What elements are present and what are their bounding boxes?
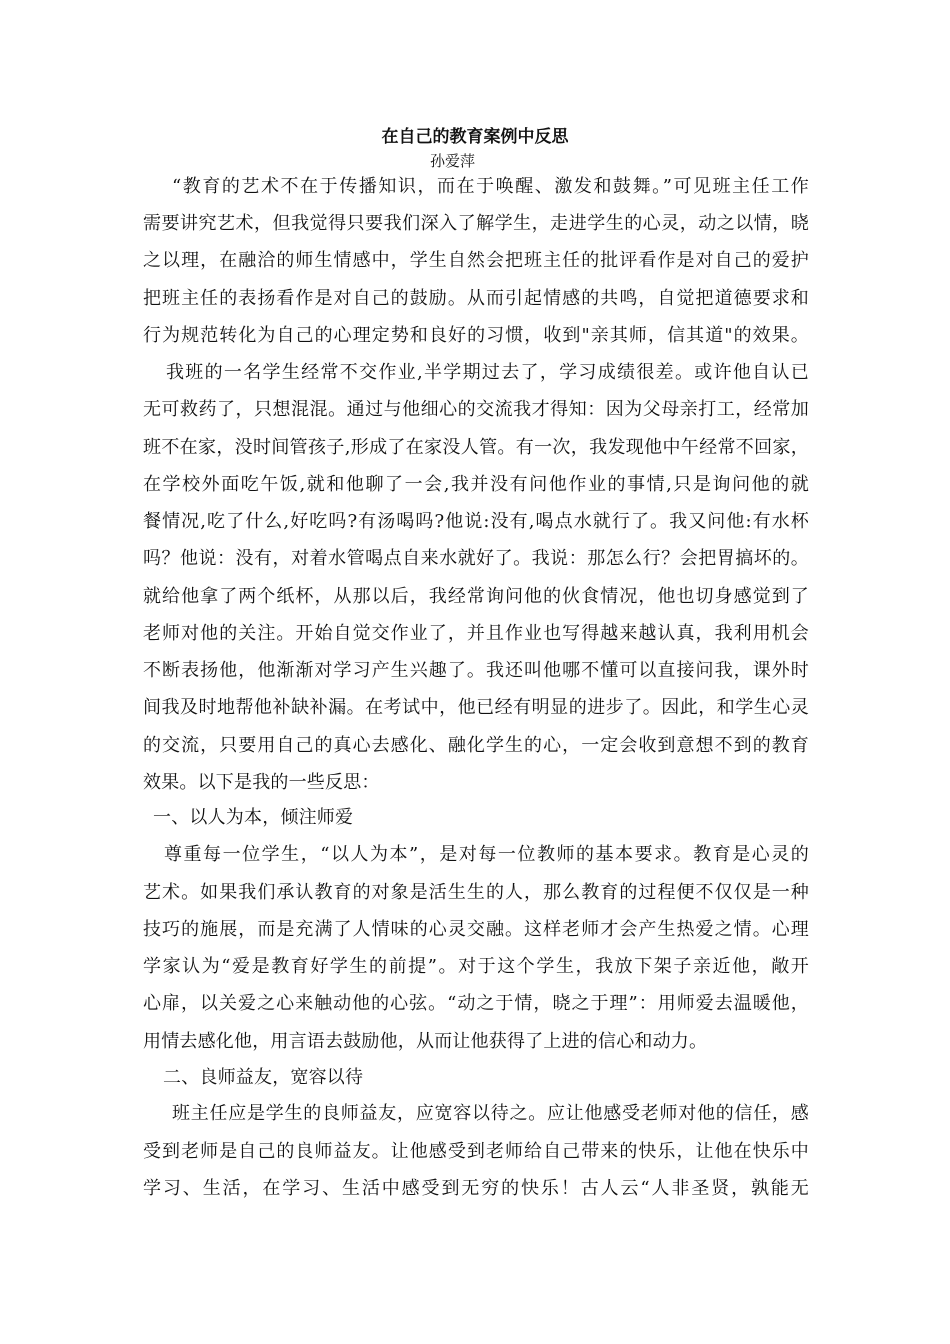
paragraph-line: 技巧的施展，而是充满了人情味的心灵交融。这样老师才会产生热爱之情。心理 (143, 919, 809, 940)
paragraph-line: 效果。以下是我的一些反思： (143, 772, 380, 793)
paragraph-line: 心扉，以关爱之心来触动他的心弦。“动之于情，晓之于理”：用师爱去温暖他， (143, 993, 809, 1014)
paragraph-line: 就给他拿了两个纸杯，从那以后，我经常询问他的伙食情况，他也切身感觉到了 (143, 586, 809, 607)
paragraph-line: 用情去感化他，用言语去鼓励他，从而让他获得了上进的信心和动力。 (143, 1031, 708, 1052)
paragraph-line: 老师对他的关注。开始自觉交作业了，并且作业也写得越来越认真，我利用机会 (143, 623, 809, 644)
document-author: 孙爱萍 (430, 152, 476, 170)
document-title: 在自己的教育案例中反思 (381, 127, 569, 147)
paragraph-line: 行为规范转化为自己的心理定势和良好的习惯，收到"亲其师，信其道"的效果。 (143, 325, 809, 346)
section-heading: 一、以人为本，倾注师爱 (153, 807, 354, 828)
paragraph-line: 学家认为“爱是教育好学生的前提”。对于这个学生，我放下架子亲近他，敞开 (143, 956, 809, 977)
section-heading: 二、良师益友，宽容以待 (163, 1067, 364, 1088)
paragraph-line: 之以理，在融洽的师生情感中，学生自然会把班主任的批评看作是对自己的爱护 (143, 250, 809, 271)
paragraph-line: 的交流，只要用自己的真心去感化、融化学生的心，一定会收到意想不到的教育 (143, 735, 809, 756)
paragraph-line: 不断表扬他，他渐渐对学习产生兴趣了。我还叫他哪不懂可以直接问我，课外时 (143, 660, 809, 681)
paragraph-line: 学习、生活，在学习、生活中感受到无穷的快乐！古人云“人非圣贤，孰能无 (143, 1178, 809, 1199)
paragraph-line: 需要讲究艺术，但我觉得只要我们深入了解学生，走进学生的心灵，动之以情，晓 (143, 213, 809, 234)
paragraph-line: 在学校外面吃午饭,就和他聊了一会,我并没有问他作业的事情,只是询问他的就 (143, 474, 809, 495)
paragraph-line: 把班主任的表扬看作是对自己的鼓励。从而引起情感的共鸣，自觉把道德要求和 (143, 288, 809, 309)
paragraph-line: 吗？他说：没有，对着水管喝点自来水就好了。我说：那怎么行？会把胃搞坏的。 (143, 548, 809, 569)
paragraph-line: 餐情况,吃了什么,好吃吗?有汤喝吗?他说:没有,喝点水就行了。我又问他:有水杯 (143, 511, 809, 532)
paragraph-line: 尊重每一位学生，“以人为本”，是对每一位教师的基本要求。教育是心灵的 (164, 844, 809, 865)
paragraph-line: 我班的一名学生经常不交作业,半学期过去了，学习成绩很差。或许他自认已 (166, 362, 809, 383)
paragraph-line: 班不在家，没时间管孩子,形成了在家没人管。有一次，我发现他中午经常不回家， (143, 437, 809, 458)
paragraph-line: 艺术。如果我们承认教育的对象是活生生的人，那么教育的过程便不仅仅是一种 (143, 882, 809, 903)
paragraph-line: 无可救药了，只想混混。通过与他细心的交流我才得知：因为父母亲打工，经常加 (143, 399, 809, 420)
paragraph-line: “教育的艺术不在于传播知识，而在于唤醒、激发和鼓舞。”可见班主任工作 (172, 176, 809, 197)
paragraph-line: 受到老师是自己的良师益友。让他感受到老师给自己带来的快乐，让他在快乐中 (143, 1141, 809, 1162)
paragraph-line: 班主任应是学生的良师益友，应宽容以待之。应让他感受老师对他的信任，感 (172, 1103, 809, 1124)
paragraph-line: 间我及时地帮他补缺补漏。在考试中，他已经有明显的进步了。因此，和学生心灵 (143, 697, 809, 718)
